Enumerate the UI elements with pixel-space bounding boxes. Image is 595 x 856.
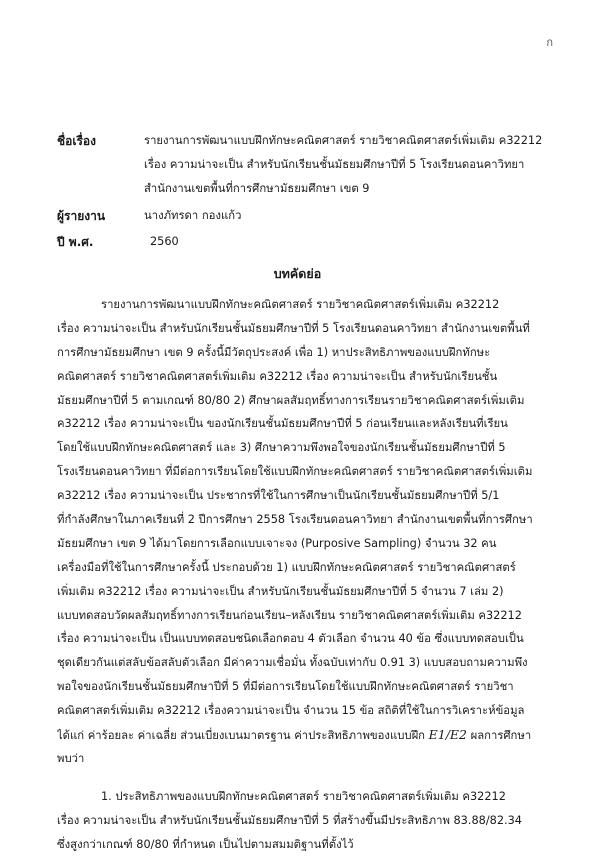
paragraph-line: พอใจของนักเรียนชั้นมัธยมศึกษาปีที่ 5 ที่มีต่อการเรียนโดยใช้แบบฝึกทักษะคณิตศาสตร์ รายวิชา [57,680,514,694]
year-value-wrap [144,231,567,253]
paragraph-line: เพิ่มเติม ค32212 เรื่อง ความน่าจะเป็น สำหรับนักเรียนชั้นมัธยมศึกษาปีที่ 5 จำนวน 7 เล่ม 2) [57,584,504,598]
abstract-heading: บทคัดย่อ [273,266,322,281]
author-label: ผู้รายงาน [57,209,106,223]
paragraph-line: ที่กำลังศึกษาในภาคเรียนที่ 2 ปีการศึกษา 2558 โรงเรียนดอนคาวิทยา สำนักงานเขตพื้นที่การศึกษา [57,513,533,527]
paragraph-line: เรื่อง ความน่าจะเป็น สำหรับนักเรียนชั้นมัธยมศึกษาปีที่ 5 โรงเรียนดอนคาวิทยา สำนักงานเขตพื้นที่ [57,321,530,335]
paragraph-line: โดยใช้แบบฝึกทักษะคณิตศาสตร์ และ 3) ศึกษาความพึงพอใจของนักเรียนชั้นมัธยมศึกษาปีที่ 5 [57,441,506,455]
paragraph-line: รายงานการพัฒนาแบบฝึกทักษะคณิตศาสตร์ รายวิชาคณิตศาสตร์เพิ่มเติม ค32212 [101,298,500,311]
title-line: รายงานการพัฒนาแบบฝึกทักษะคณิตศาสตร์ รายวิชาคณิตศาสตร์เพิ่มเติม ค32212 [144,134,543,147]
author-name [144,205,567,227]
result-line: เรื่อง ความน่าจะเป็น สำหรับนักเรียนชั้นมัธยมศึกษาปีที่ 5 ที่สร้างขึ้นมีประสิทธิภาพ 83.88/82.34 [57,813,522,827]
document-title [144,129,567,201]
paragraph-line: คณิตศาสตร์ รายวิชาคณิตศาสตร์เพิ่มเติม ค32212 เรื่อง ความน่าจะเป็น สำหรับนักเรียนชั้น [57,369,498,383]
year-label: ปี พ.ศ. [57,235,94,249]
paragraph-line: มัธยมศึกษาปีที่ 5 ตามเกณฑ์ 80/80 2) ศึกษาผลสัมฤทธิ์ทางการเรียนรายวิชาคณิตศาสตร์เพิ่มเติม [57,393,525,407]
title-line: เรื่อง ความน่าจะเป็น สำหรับนักเรียนชั้นมัธยมศึกษาปีที่ 5 โรงเรียนดอนคาวิทยา [144,158,525,171]
paragraph-line: เครื่องมือที่ใช้ในการศึกษาครั้งนี้ ประกอบด้วย 1) แบบฝึกทักษะคณิตศาสตร์ รายวิชาคณิตศาสตร์ [57,560,516,574]
document-info [57,129,567,257]
formula-line-after: ผลการศึกษา [467,729,532,743]
efficiency-formula: E1/E2 [428,727,467,743]
result-line: 1. ประสิทธิภาพของแบบฝึกทักษะคณิตศาสตร์ รายวิชาคณิตศาสตร์เพิ่มเติม ค32212 [101,789,506,803]
paragraph-line: แบบทดสอบวัดผลสัมฤทธิ์ทางการเรียนก่อนเรียน–หลังเรียน รายวิชาคณิตศาสตร์เพิ่มเติม ค32212 [57,608,522,622]
author-value: นางภัทรดา กองแก้ว [144,209,242,222]
year-value: 2560 [150,235,179,248]
paragraph-line: การศึกษามัธยมศึกษา เขต 9 ครั้งนี้มีวัตถุประสงค์ เพื่อ 1) หาประสิทธิภาพของแบบฝึกทักษะ [57,345,491,359]
results-intro: พบว่า [57,751,85,765]
paragraph-line: โรงเรียนดอนคาวิทยา ที่มีต่อการเรียนโดยใช้แบบฝึกทักษะคณิตศาสตร์ รายวิชาคณิตศาสตร์เพิ่มเติม [57,465,533,479]
result-line: ซึ่งสูงกว่าเกณฑ์ 80/80 ที่กำหนด เป็นไปตามสมมติฐานที่ตั้งไว้ [57,837,354,851]
paragraph-line: ค32212 เรื่อง ความน่าจะเป็น ของนักเรียนชั้นมัธยมศึกษาปีที่ 5 ก่อนเรียนและหลังเรียนที่เรียน [57,417,508,431]
title-row [57,129,567,201]
abstract-body [57,293,567,856]
formula-line-before: ได้แก่ ค่าร้อยละ ค่าเฉลี่ย ส่วนเบี่ยงเบนมาตรฐาน ค่าประสิทธิภาพของแบบฝึก [57,729,429,743]
paragraph-line: ค32212 เรื่อง ความน่าจะเป็น ประชากรที่ใช้ในการศึกษาเป็นนักเรียนชั้นมัธยมศึกษาปีที่ 5/1 [57,489,500,503]
title-label: ชื่อเรื่อง [57,134,96,148]
paragraph-line: คณิตศาสตร์เพิ่มเติม ค32212 เรื่องความน่าจะเป็น จำนวน 15 ข้อ สถิติที่ใช้ในการวิเคราะห์ข้อมูล [57,704,525,718]
paragraph-gap [57,771,567,785]
formula-line [57,723,567,747]
author-row [57,205,567,227]
paragraph-line: ชุดเดียวกันแต่สลับข้อสลับตัวเลือก มีค่าความเชื่อมั่น ทั้งฉบับเท่ากับ 0.91 3) แบบสอบถามความพึง [57,656,528,670]
title-line: สำนักงานเขตพื้นที่การศึกษามัธยมศึกษา เขต 9 [144,182,370,195]
page-number: ก [546,36,553,49]
year-row [57,231,567,253]
paragraph-line: มัธยมศึกษา เขต 9 ได้มาโดยการเลือกแบบเจาะจง (Purposive Sampling) จำนวน 32 คน [57,536,497,550]
paragraph-line: เรื่อง ความน่าจะเป็น เป็นแบบทดสอบชนิดเลือกตอบ 4 ตัวเลือก จำนวน 40 ข้อ ซึ่งแบบทดสอบเป็น [57,632,524,646]
